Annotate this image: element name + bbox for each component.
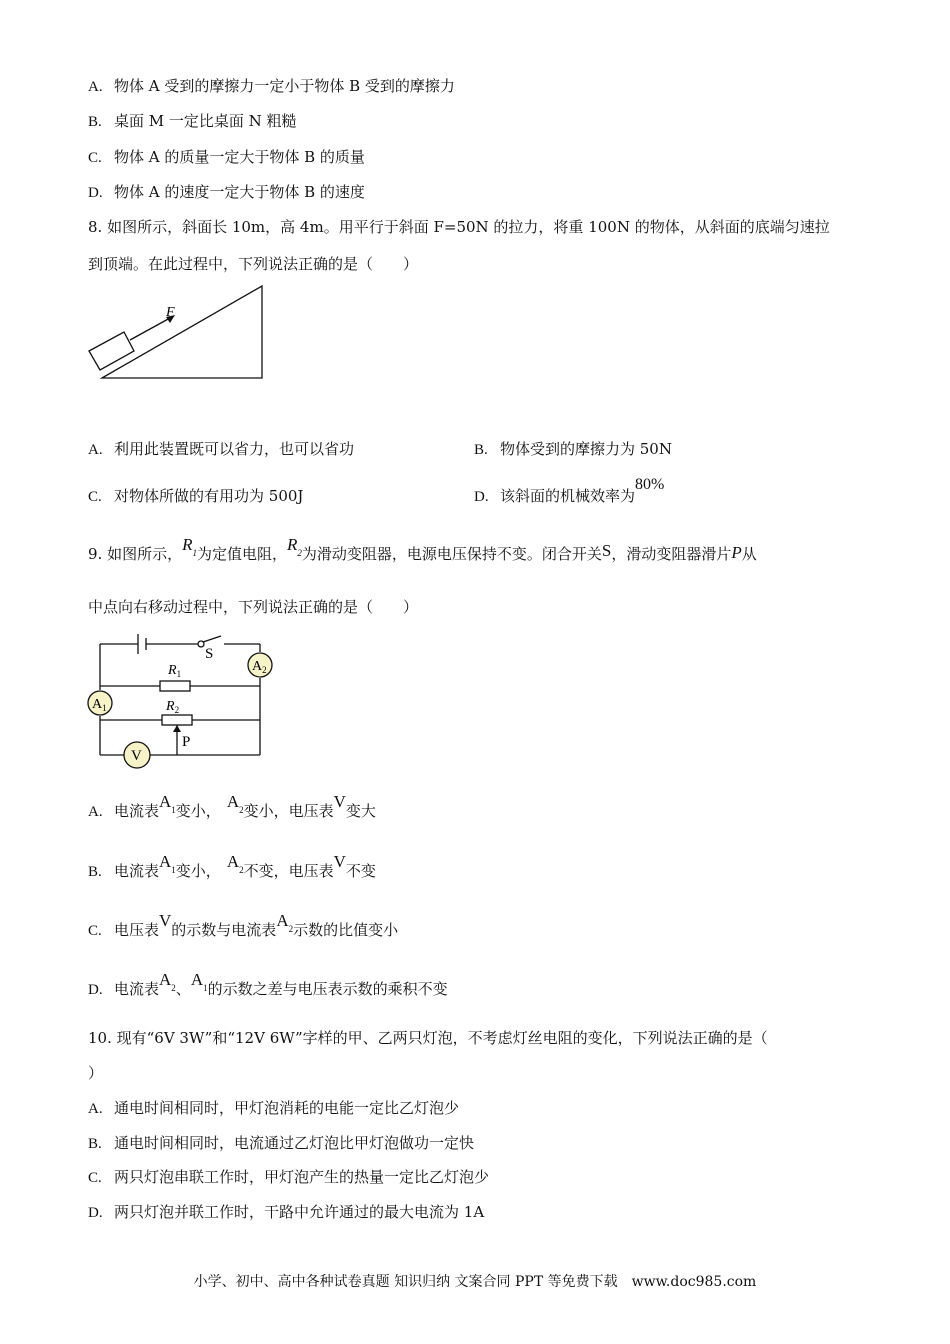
block [89, 332, 134, 370]
incline-triangle [102, 286, 262, 378]
q10-option-b: B. 通电时间相同时，电流通过乙灯泡比甲灯泡做功一定快 [88, 1134, 475, 1152]
svg-text:V: V [131, 748, 142, 764]
q9-option-d: D. 电流表$A_2$、$A_1$的示数之差与电压表示数的乘积不变 [88, 970, 448, 998]
r2-resistor [162, 715, 192, 725]
q8-stem-line2: 到顶端。在此过程中，下列说法正确的是（ ） [88, 255, 419, 273]
svg-text:A1: $A_1$ [92, 697, 107, 713]
force-label: F [166, 305, 175, 320]
slider-arrowhead [173, 725, 181, 732]
incline-figure [84, 282, 274, 387]
switch-blade [203, 636, 221, 642]
svg-text:A2: $A_2$ [252, 659, 267, 675]
q10-option-c: C. 两只灯泡串联工作时，甲灯泡产生的热量一定比乙灯泡少 [88, 1168, 490, 1186]
q8-option-c: C. 对物体所做的有用功为 500J [88, 487, 304, 505]
q7-option-a: A. 物体 A 受到的摩擦力一定小于物体 B 受到的摩擦力 [88, 77, 455, 95]
q7-option-d: D. 物体 A 的速度一定大于物体 B 的速度 [88, 183, 365, 201]
q10-option-a: A. 通电时间相同时，甲灯泡消耗的电能一定比乙灯泡少 [88, 1099, 460, 1117]
q9-stem-line1: 9. 如图所示，$R_1$为定值电阻，$R_2$为滑动变阻器，电源电压保持不变。闭合开关S，滑动变阻器滑片P从 [88, 535, 757, 563]
q8-stem-line1: 8. 如图所示，斜面长 10m，高 4m。用平行于斜面 F=50N 的拉力，将重 100N 的物体，从斜面的底端匀速拉 [88, 218, 830, 236]
q9-option-a: A. 电流表$A_1$变小， $A_2$变小，电压表V变大 [88, 792, 376, 820]
q10-stem-line2: ） [88, 1064, 104, 1082]
page-footer: 小学、初中、高中各种试卷真题 知识归纳 文案合同 PPT 等免费下载 www.doc985.com [193, 1274, 757, 1290]
q9-option-c: C. 电压表V的示数与电流表$A_2$示数的比值变小 [88, 911, 399, 939]
q8-option-a: A. 利用此装置既可以省力，也可以省功 [88, 440, 355, 458]
slider-label: P [182, 734, 191, 750]
circuit-figure [86, 628, 276, 773]
q9-option-b: B. 电流表$A_1$变小， $A_2$不变，电压表V不变 [88, 852, 376, 880]
force-arrow [130, 318, 170, 340]
switch-label: S [205, 646, 214, 662]
q10-option-d: D. 两只灯泡并联工作时，干路中允许通过的最大电流为 1A [88, 1203, 485, 1221]
q8-option-d: D. 该斜面的机械效率为80% [474, 476, 665, 505]
q7-option-c: C. 物体 A 的质量一定大于物体 B 的质量 [88, 148, 365, 166]
r1-resistor [160, 681, 190, 691]
q8-option-b: B. 物体受到的摩擦力为 50N [474, 440, 672, 458]
q7-option-b: B. 桌面 M 一定比桌面 N 粗糙 [88, 112, 297, 130]
svg-text:R2: $R_2$ [166, 699, 180, 715]
q10-stem-line1: 10. 现有“6V 3W”和“12V 6W”字样的甲、乙两只灯泡，不考虑灯丝电阻的变化，下列说法正确的是（ [88, 1029, 768, 1047]
q9-stem-line2: 中点向右移动过程中，下列说法正确的是（ ） [88, 598, 419, 616]
svg-text:R1: $R_1$ [168, 663, 182, 679]
efficiency-value: 80% [635, 476, 665, 493]
